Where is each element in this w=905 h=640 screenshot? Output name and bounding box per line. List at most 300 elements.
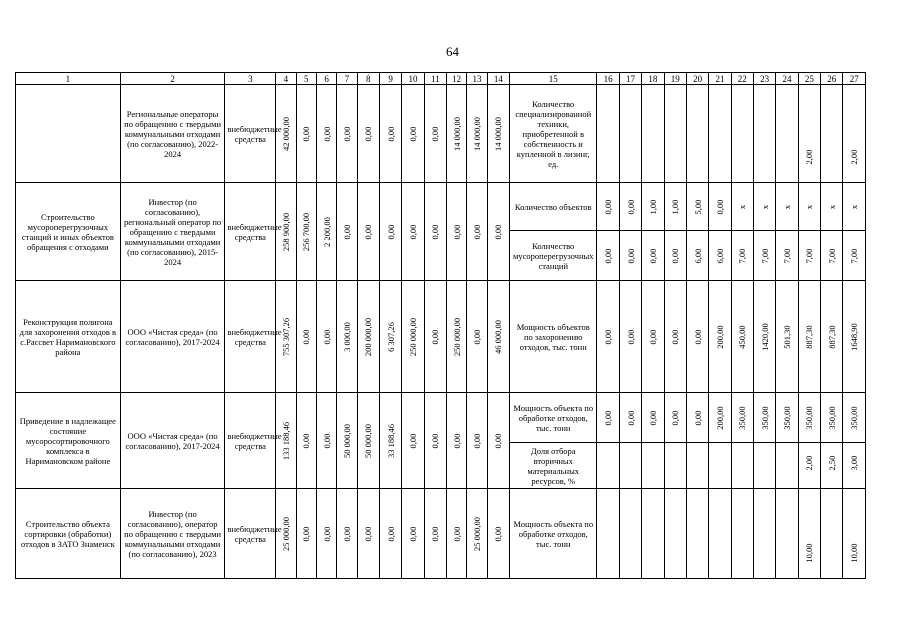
table-row <box>16 489 866 579</box>
value-cell <box>821 443 843 489</box>
value-cell <box>821 281 843 393</box>
value-cell <box>357 489 379 579</box>
value-cell <box>798 443 820 489</box>
indicator-name: Количество специализированной техники, приобретенной в собственность и купленной в лизинг, ед. <box>510 85 597 183</box>
cell-value: 0,00 <box>670 329 681 344</box>
value-cell <box>798 85 820 183</box>
col-header: 12 <box>447 73 467 85</box>
value-cell <box>843 489 866 579</box>
cell-value: 0,00 <box>625 199 636 214</box>
col-header: 5 <box>296 73 316 85</box>
cell-value: 0,00 <box>451 526 462 541</box>
cell-value: 0,00 <box>625 329 636 344</box>
value-cell <box>487 85 509 183</box>
value-cell <box>424 183 446 281</box>
table-row <box>16 281 866 393</box>
cell-value: 6,00 <box>714 248 725 263</box>
indicator-name: Мощность объекта по обработке отходов, тыс. тонн <box>510 489 597 579</box>
col-header: 2 <box>120 73 225 85</box>
cell-value: x <box>826 204 837 209</box>
cell-value: 200,00 <box>714 324 725 349</box>
cell-value: 501,30 <box>782 324 793 349</box>
funding-source: внебюджетные средства <box>225 489 276 579</box>
value-cell <box>843 231 866 281</box>
funding-source: внебюджетные средства <box>225 85 276 183</box>
funding-source: внебюджетные средства <box>225 183 276 281</box>
cell-value: 0,00 <box>692 329 703 344</box>
value-cell <box>597 183 619 231</box>
cell-value: 0,00 <box>670 248 681 263</box>
value-cell <box>467 393 487 489</box>
cell-value: 350,00 <box>826 405 837 430</box>
cell-value: 5,00 <box>692 199 703 214</box>
value-cell <box>357 85 379 183</box>
col-header: 22 <box>731 73 753 85</box>
cell-value: 0,00 <box>341 526 352 541</box>
cell-value: 1648,90 <box>849 322 860 351</box>
cell-value: 0,00 <box>647 329 658 344</box>
value-cell <box>642 281 664 393</box>
value-cell <box>337 183 357 281</box>
cell-value: 200,00 <box>714 405 725 430</box>
value-cell <box>798 231 820 281</box>
cell-value: 0,00 <box>647 410 658 425</box>
cell-value: 0,00 <box>493 224 504 239</box>
value-cell <box>753 489 775 579</box>
value-cell <box>487 183 509 281</box>
value-cell <box>821 393 843 443</box>
value-cell <box>664 231 686 281</box>
value-cell <box>642 231 664 281</box>
value-cell <box>402 393 424 489</box>
value-cell <box>821 489 843 579</box>
executor: Региональные операторы по обращению с твердыми коммунальными отходами (по согласованию), 2022-2024 <box>120 85 225 183</box>
value-cell <box>357 281 379 393</box>
col-header: 14 <box>487 73 509 85</box>
value-cell <box>686 231 708 281</box>
value-cell <box>753 281 775 393</box>
value-cell <box>379 281 401 393</box>
value-cell <box>731 489 753 579</box>
value-cell <box>821 183 843 231</box>
value-cell <box>402 489 424 579</box>
cell-value: 0,00 <box>472 433 482 448</box>
activity-name: Приведение в надлежащее состояние мусоросортировочного комплекса в Наримановском районе <box>16 393 121 489</box>
value-cell <box>843 183 866 231</box>
cell-value: 0,00 <box>714 199 725 214</box>
value-cell <box>798 281 820 393</box>
table-row <box>16 393 866 443</box>
col-header: 25 <box>798 73 820 85</box>
value-cell <box>686 393 708 443</box>
col-header: 6 <box>316 73 336 85</box>
value-cell <box>296 183 316 281</box>
value-cell <box>316 489 336 579</box>
value-cell <box>379 183 401 281</box>
cell-value: 0,00 <box>321 433 332 448</box>
col-header: 27 <box>843 73 866 85</box>
col-header: 1 <box>16 73 121 85</box>
value-cell <box>276 281 296 393</box>
value-cell <box>276 85 296 183</box>
value-cell <box>686 489 708 579</box>
col-header: 21 <box>709 73 731 85</box>
value-cell <box>843 85 866 183</box>
value-cell <box>467 183 487 281</box>
col-header: 23 <box>753 73 775 85</box>
cell-value: 350,00 <box>737 405 748 430</box>
value-cell <box>597 393 619 443</box>
cell-value: 0,00 <box>472 224 482 239</box>
value-cell <box>447 393 467 489</box>
value-cell <box>276 393 296 489</box>
value-cell <box>619 85 641 183</box>
cell-value: x <box>804 204 815 209</box>
value-cell <box>731 231 753 281</box>
cell-value: 0,00 <box>407 526 418 541</box>
value-cell <box>487 489 509 579</box>
cell-value: 0,00 <box>430 526 441 541</box>
cell-value: 1,00 <box>647 199 658 214</box>
cell-value: 2,00 <box>804 149 815 165</box>
funding-source: внебюджетные средства <box>225 281 276 393</box>
value-cell <box>798 183 820 231</box>
value-cell <box>776 231 798 281</box>
col-header: 10 <box>402 73 424 85</box>
value-cell <box>402 281 424 393</box>
value-cell <box>776 281 798 393</box>
value-cell <box>467 489 487 579</box>
executor: Инвестор (по согласованию), оператор по обращению с твердыми коммунальными отходами (по согласованию), 2023 <box>120 489 225 579</box>
cell-value: 0,00 <box>625 248 636 263</box>
cell-value: 350,00 <box>759 405 770 430</box>
cell-value: 0,00 <box>363 224 374 239</box>
cell-value: 0,00 <box>472 329 482 344</box>
cell-value: 0,00 <box>385 126 396 141</box>
cell-value: 0,00 <box>321 126 332 141</box>
col-header: 9 <box>379 73 401 85</box>
value-cell <box>843 281 866 393</box>
value-cell <box>316 281 336 393</box>
value-cell <box>843 393 866 443</box>
cell-value: 50 000,00 <box>363 423 374 458</box>
value-cell <box>296 85 316 183</box>
cell-value: 1,00 <box>670 199 681 214</box>
cell-value: 250 000,00 <box>451 317 462 356</box>
cell-value: 25 000,00 <box>280 516 291 551</box>
cell-value: 14 000,00 <box>472 116 482 151</box>
value-cell <box>686 443 708 489</box>
value-cell <box>597 85 619 183</box>
value-cell <box>798 393 820 443</box>
value-cell <box>597 231 619 281</box>
indicator-name: Количество объектов <box>510 183 597 231</box>
cell-value: 7,00 <box>737 248 748 263</box>
col-header: 24 <box>776 73 798 85</box>
value-cell <box>402 183 424 281</box>
value-cell <box>447 281 467 393</box>
value-cell <box>597 281 619 393</box>
cell-value: 7,00 <box>804 248 815 263</box>
cell-value: 0,00 <box>493 433 504 448</box>
cell-value: 0,00 <box>407 224 418 239</box>
cell-value: 42 000,00 <box>280 116 291 151</box>
cell-value: 2,00 <box>804 455 815 471</box>
cell-value: 6,00 <box>692 248 703 263</box>
indicator-name: Количество мусороперегрузочных станций <box>510 231 597 281</box>
cell-value: 0,00 <box>692 410 703 425</box>
value-cell <box>276 183 296 281</box>
cell-value: 0,00 <box>341 126 352 141</box>
table-body <box>16 85 866 579</box>
value-cell <box>619 183 641 231</box>
executor: ООО «Чистая среда» (по согласованию), 2017-2024 <box>120 281 225 393</box>
value-cell <box>753 183 775 231</box>
value-cell <box>276 489 296 579</box>
value-cell <box>731 281 753 393</box>
cell-value: 0,00 <box>321 526 332 541</box>
activity-name: Строительство объекта сортировки (обработки) отходов в ЗАТО Знаменск <box>16 489 121 579</box>
value-cell <box>753 231 775 281</box>
value-cell <box>642 443 664 489</box>
value-cell <box>664 393 686 443</box>
value-cell <box>487 393 509 489</box>
cell-value: 0,00 <box>451 224 462 239</box>
value-cell <box>402 85 424 183</box>
value-cell <box>379 489 401 579</box>
value-cell <box>316 183 336 281</box>
cell-value: 0,00 <box>430 433 441 448</box>
cell-value: 7,00 <box>826 248 837 263</box>
value-cell <box>664 489 686 579</box>
value-cell <box>447 85 467 183</box>
col-header: 20 <box>686 73 708 85</box>
program-table <box>15 72 866 579</box>
value-cell <box>447 183 467 281</box>
value-cell <box>619 231 641 281</box>
table-row <box>16 85 866 183</box>
col-header: 19 <box>664 73 686 85</box>
cell-value: 0,00 <box>301 433 312 448</box>
value-cell <box>664 183 686 231</box>
page-number: 64 <box>446 44 459 59</box>
cell-value: 14 000,00 <box>451 116 462 151</box>
value-cell <box>664 85 686 183</box>
indicator-name: Доля отбора вторичных материальных ресурсов, % <box>510 443 597 489</box>
cell-value: 0,00 <box>625 410 636 425</box>
cell-value: 887,30 <box>826 324 837 349</box>
cell-value: 0,00 <box>430 224 441 239</box>
value-cell <box>316 393 336 489</box>
value-cell <box>296 489 316 579</box>
cell-value: 0,00 <box>647 248 658 263</box>
cell-value: 0,00 <box>321 329 332 344</box>
value-cell <box>686 281 708 393</box>
cell-value: 755 307,26 <box>280 317 291 356</box>
value-cell <box>642 183 664 231</box>
value-cell <box>597 489 619 579</box>
cell-value: 3 000,00 <box>341 321 352 352</box>
value-cell <box>776 393 798 443</box>
value-cell <box>642 489 664 579</box>
value-cell <box>776 489 798 579</box>
cell-value: 2,00 <box>849 149 860 165</box>
cell-value: x <box>737 204 748 209</box>
value-cell <box>424 393 446 489</box>
value-cell <box>296 281 316 393</box>
cell-value: 10,00 <box>849 543 860 563</box>
value-cell <box>424 489 446 579</box>
value-cell <box>776 85 798 183</box>
value-cell <box>337 281 357 393</box>
executor: ООО «Чистая среда» (по согласованию), 2017-2024 <box>120 393 225 489</box>
cell-value: x <box>759 204 770 209</box>
value-cell <box>798 489 820 579</box>
activity-name: Реконструкция полигона для захоронения отходов в с.Рассвет Наримановского района <box>16 281 121 393</box>
value-cell <box>337 489 357 579</box>
value-cell <box>467 85 487 183</box>
indicator-name: Мощность объектов по захоронению отходов, тыс. тонн <box>510 281 597 393</box>
col-header: 18 <box>642 73 664 85</box>
cell-value: 7,00 <box>782 248 793 263</box>
cell-value: 46 000,00 <box>493 319 504 354</box>
value-cell <box>709 443 731 489</box>
value-cell <box>664 281 686 393</box>
cell-value: 133 188,46 <box>280 421 291 460</box>
cell-value: 2,50 <box>826 455 837 471</box>
value-cell <box>619 443 641 489</box>
cell-value: 250 000,00 <box>407 317 418 356</box>
value-cell <box>467 281 487 393</box>
cell-value: 25 000,00 <box>472 516 482 551</box>
cell-value: 1420,00 <box>759 322 770 351</box>
cell-value: 0,00 <box>341 224 352 239</box>
cell-value: 0,00 <box>385 526 396 541</box>
value-cell <box>487 281 509 393</box>
value-cell <box>619 281 641 393</box>
cell-value: x <box>849 204 860 209</box>
value-cell <box>709 231 731 281</box>
value-cell <box>709 85 731 183</box>
value-cell <box>753 85 775 183</box>
value-cell <box>753 443 775 489</box>
executor: Инвестор (по согласованию), региональный оператор по обращению с твердыми коммунальными отходами (по согласованию), 2015-2024 <box>120 183 225 281</box>
value-cell <box>753 393 775 443</box>
value-cell <box>731 183 753 231</box>
col-header: 8 <box>357 73 379 85</box>
value-cell <box>357 393 379 489</box>
value-cell <box>357 183 379 281</box>
cell-value: 3,00 <box>849 455 860 471</box>
cell-value: 0,00 <box>407 126 418 141</box>
cell-value: 14 000,00 <box>493 116 504 151</box>
cell-value: 200 000,00 <box>363 317 374 356</box>
activity-name <box>16 85 121 183</box>
activity-name: Строительство мусороперегрузочных станций и иных объектов обращения с отходами <box>16 183 121 281</box>
cell-value: 0,00 <box>407 433 418 448</box>
value-cell <box>619 489 641 579</box>
value-cell <box>337 393 357 489</box>
cell-value: 50 000,00 <box>341 423 352 458</box>
cell-value: 0,00 <box>603 410 614 425</box>
cell-value: 7,00 <box>849 248 860 263</box>
value-cell <box>731 443 753 489</box>
cell-value: 0,00 <box>670 410 681 425</box>
cell-value: 0,00 <box>301 526 312 541</box>
cell-value: 10,00 <box>804 543 815 563</box>
value-cell <box>731 85 753 183</box>
cell-value: 0,00 <box>301 126 312 141</box>
funding-source: внебюджетные средства <box>225 393 276 489</box>
value-cell <box>597 443 619 489</box>
col-header: 13 <box>467 73 487 85</box>
col-header: 11 <box>424 73 446 85</box>
col-header: 16 <box>597 73 619 85</box>
col-header: 17 <box>619 73 641 85</box>
value-cell <box>337 85 357 183</box>
value-cell <box>296 393 316 489</box>
value-cell <box>821 231 843 281</box>
cell-value: x <box>782 204 793 209</box>
cell-value: 258 900,00 <box>280 212 291 251</box>
value-cell <box>731 393 753 443</box>
value-cell <box>379 393 401 489</box>
value-cell <box>843 443 866 489</box>
value-cell <box>686 183 708 231</box>
value-cell <box>821 85 843 183</box>
col-header: 26 <box>821 73 843 85</box>
column-number-row <box>16 73 866 85</box>
cell-value: 0,00 <box>385 224 396 239</box>
cell-value: 0,00 <box>363 526 374 541</box>
col-header: 4 <box>276 73 296 85</box>
value-cell <box>709 281 731 393</box>
value-cell <box>709 489 731 579</box>
cell-value: 350,00 <box>849 405 860 430</box>
table-row <box>16 183 866 231</box>
cell-value: 887,30 <box>804 324 815 349</box>
cell-value: 0,00 <box>603 248 614 263</box>
value-cell <box>642 393 664 443</box>
value-cell <box>664 443 686 489</box>
value-cell <box>776 443 798 489</box>
cell-value: 0,00 <box>493 526 504 541</box>
value-cell <box>424 85 446 183</box>
col-header: 15 <box>510 73 597 85</box>
cell-value: 450,00 <box>737 324 748 349</box>
cell-value: 6 307,26 <box>385 321 396 352</box>
col-header: 3 <box>225 73 276 85</box>
value-cell <box>686 85 708 183</box>
cell-value: 2 200,00 <box>321 216 332 247</box>
cell-value: 7,00 <box>759 248 770 263</box>
col-header: 7 <box>337 73 357 85</box>
value-cell <box>642 85 664 183</box>
cell-value: 0,00 <box>603 329 614 344</box>
cell-value: 33 188,46 <box>385 423 396 458</box>
value-cell <box>447 489 467 579</box>
cell-value: 350,00 <box>782 405 793 430</box>
value-cell <box>316 85 336 183</box>
indicator-name: Мощность объекта по обработке отходов, тыс. тонн <box>510 393 597 443</box>
value-cell <box>709 183 731 231</box>
value-cell <box>424 281 446 393</box>
value-cell <box>709 393 731 443</box>
cell-value: 0,00 <box>430 126 441 141</box>
cell-value: 0,00 <box>603 199 614 214</box>
cell-value: 256 700,00 <box>301 212 312 251</box>
value-cell <box>619 393 641 443</box>
